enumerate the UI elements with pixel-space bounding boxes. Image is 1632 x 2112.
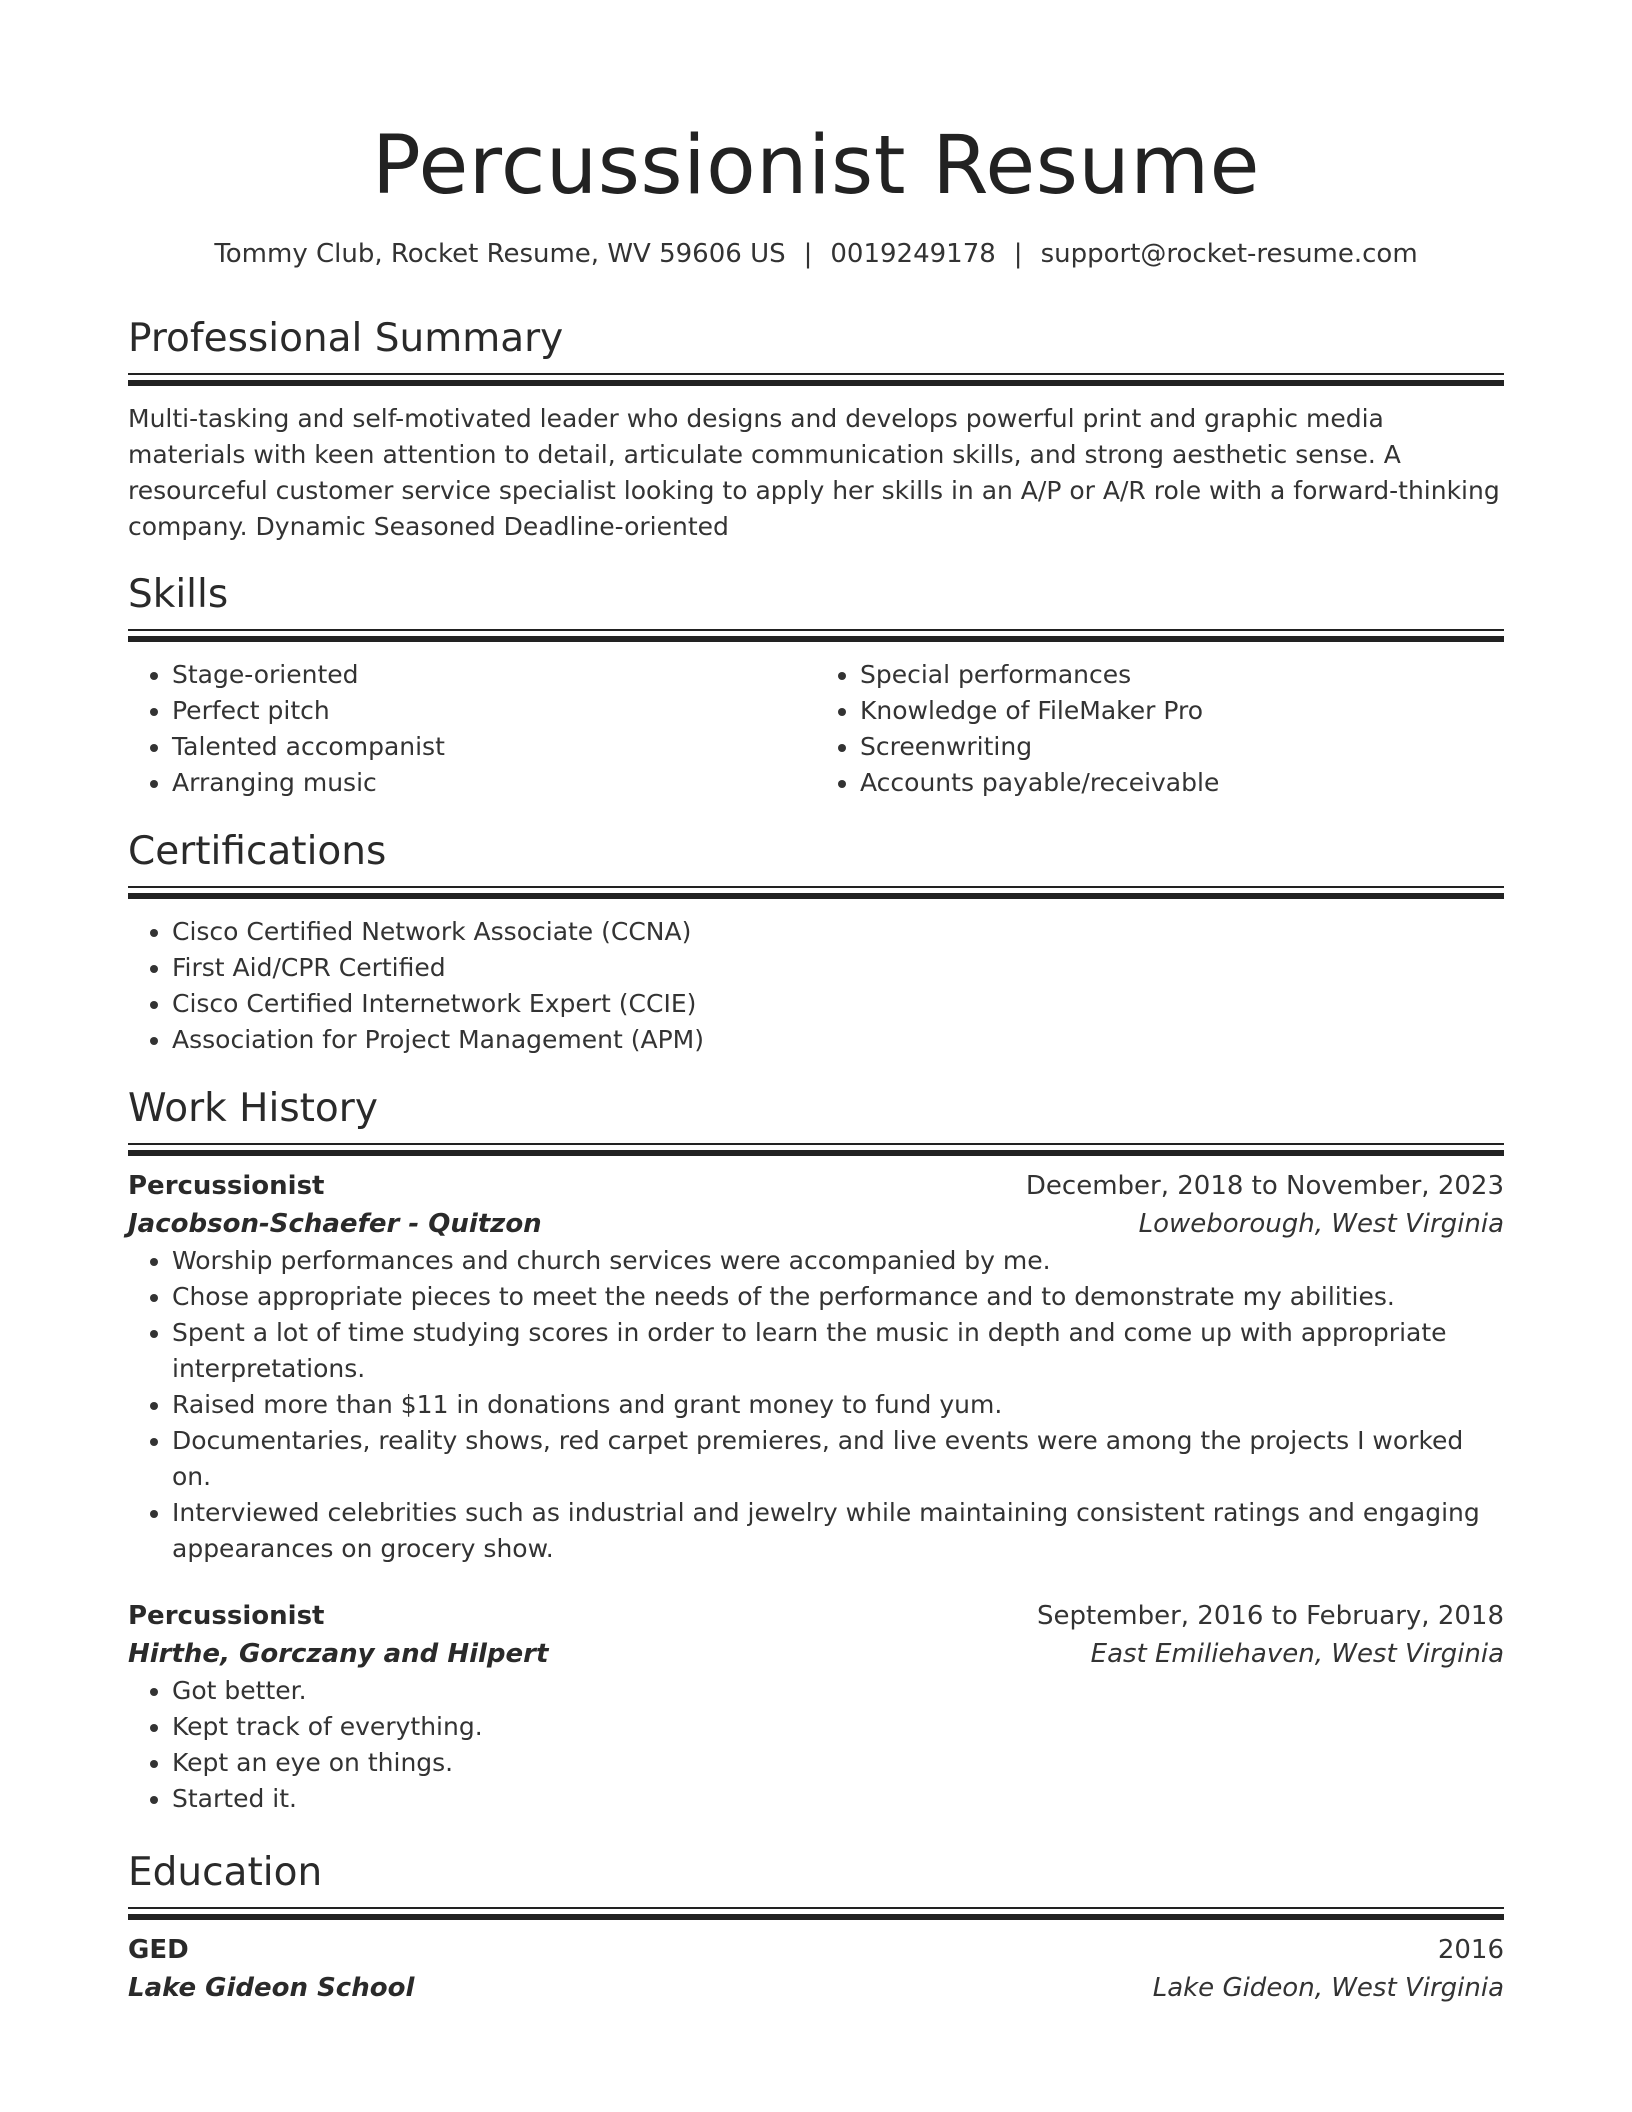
summary-section: [128, 316, 1504, 545]
job-bullet: • Worship performances and church services were accompanied by me.: [172, 1243, 1504, 1279]
job-bullet: • Spent a lot of time studying scores in order to learn the music in depth and come up with appropriate interpretations.: [172, 1315, 1504, 1387]
job-title: Percussionist: [128, 1600, 325, 1631]
education-location: Lake Gideon, West Virginia: [1152, 1972, 1504, 2003]
job-header: [128, 1167, 1504, 1205]
work-history-heading: Work History: [128, 1086, 378, 1131]
job-bullet: • Started it.: [172, 1781, 1504, 1817]
job-dates: September, 2016 to February, 2018: [1037, 1600, 1504, 1631]
job-bullet: • Raised more than $11 in donations and grant money to fund yum.: [172, 1387, 1504, 1423]
job-subheader: [128, 1205, 1504, 1243]
job-entry: [128, 1597, 1504, 1817]
contact-email: support@rocket-resume.com: [1040, 239, 1418, 269]
contact-separator: |: [803, 239, 813, 269]
skill-item: • Perfect pitch: [172, 693, 816, 729]
job-bullet: • Kept an eye on things.: [172, 1745, 1504, 1781]
skills-list-right: [816, 657, 1504, 801]
certifications-list: [128, 914, 1504, 1058]
education-degree: GED: [128, 1934, 189, 1965]
skill-item: • Talented accompanist: [172, 729, 816, 765]
skills-column-right: [816, 657, 1504, 801]
job-location: East Emiliehaven, West Virginia: [1090, 1638, 1504, 1669]
skill-item: • Special performances: [860, 657, 1504, 693]
education-school: Lake Gideon School: [128, 1972, 415, 2003]
education-year: 2016: [1437, 1934, 1504, 1965]
contact-separator: |: [1013, 239, 1023, 269]
job-bullets: [128, 1673, 1504, 1817]
contact-phone: 0019249178: [830, 239, 996, 269]
job-entry: [128, 1167, 1504, 1567]
skills-heading: Skills: [128, 572, 229, 617]
section-divider: [128, 373, 1504, 387]
resume-title: Percussionist Resume: [372, 119, 1260, 213]
skill-item: • Accounts payable/receivable: [860, 765, 1504, 801]
job-bullets: [128, 1243, 1504, 1567]
section-divider: [128, 1907, 1504, 1921]
skill-item: • Arranging music: [172, 765, 816, 801]
job-subheader: [128, 1635, 1504, 1673]
job-title: Percussionist: [128, 1170, 325, 1201]
job-bullet: • Chose appropriate pieces to meet the needs of the performance and to demonstrate my abilities.: [172, 1279, 1504, 1315]
certifications-section: [128, 829, 1504, 1058]
work-history-section: [128, 1086, 1504, 1817]
section-divider: [128, 886, 1504, 900]
skills-column-left: [128, 657, 816, 801]
job-bullet: • Interviewed celebrities such as industrial and jewelry while maintaining consistent ratings and engaging appearances on grocery show.: [172, 1495, 1504, 1567]
education-heading: Education: [128, 1850, 323, 1895]
job-company: Jacobson-Schaefer - Quitzon: [128, 1208, 542, 1239]
contact-line: [128, 238, 1504, 272]
education-section: [128, 1850, 1504, 2007]
job-location: Loweborough, West Virginia: [1138, 1208, 1504, 1239]
certification-item: • First Aid/CPR Certified: [172, 950, 1504, 986]
education-header: [128, 1931, 1504, 1969]
skill-item: • Stage-oriented: [172, 657, 816, 693]
certification-item: • Association for Project Management (APM): [172, 1022, 1504, 1058]
certifications-heading: Certifications: [128, 829, 387, 874]
summary-text: Multi-tasking and self-motivated leader who designs and develops powerful print and graphic media materials with keen attention to detail, articulate communication skills, and strong aesthetic sense. A resourceful customer service specialist looking to apply her skills in an A/P or A/R role with a forward-thinking company. Dynamic Seasoned Deadline-oriented: [128, 403, 1500, 541]
job-bullet: • Got better.: [172, 1673, 1504, 1709]
job-header: [128, 1597, 1504, 1635]
job-company: Hirthe, Gorczany and Hilpert: [128, 1638, 549, 1669]
section-divider: [128, 1143, 1504, 1157]
certification-item: • Cisco Certified Internetwork Expert (CCIE): [172, 986, 1504, 1022]
job-bullet: • Kept track of everything.: [172, 1709, 1504, 1745]
skills-list-left: [128, 657, 816, 801]
certification-item: • Cisco Certified Network Associate (CCNA): [172, 914, 1504, 950]
education-subheader: [128, 1969, 1504, 2007]
summary-heading: Professional Summary: [128, 316, 564, 361]
skill-item: • Screenwriting: [860, 729, 1504, 765]
skills-section: [128, 572, 1504, 801]
section-divider: [128, 629, 1504, 643]
job-dates: December, 2018 to November, 2023: [1025, 1170, 1504, 1201]
contact-address: Tommy Club, Rocket Resume, WV 59606 US: [214, 239, 786, 269]
skill-item: • Knowledge of FileMaker Pro: [860, 693, 1504, 729]
job-bullet: • Documentaries, reality shows, red carpet premieres, and live events were among the projects I worked on.: [172, 1423, 1504, 1495]
skills-columns: [128, 657, 1504, 801]
education-entry: [128, 1931, 1504, 2007]
